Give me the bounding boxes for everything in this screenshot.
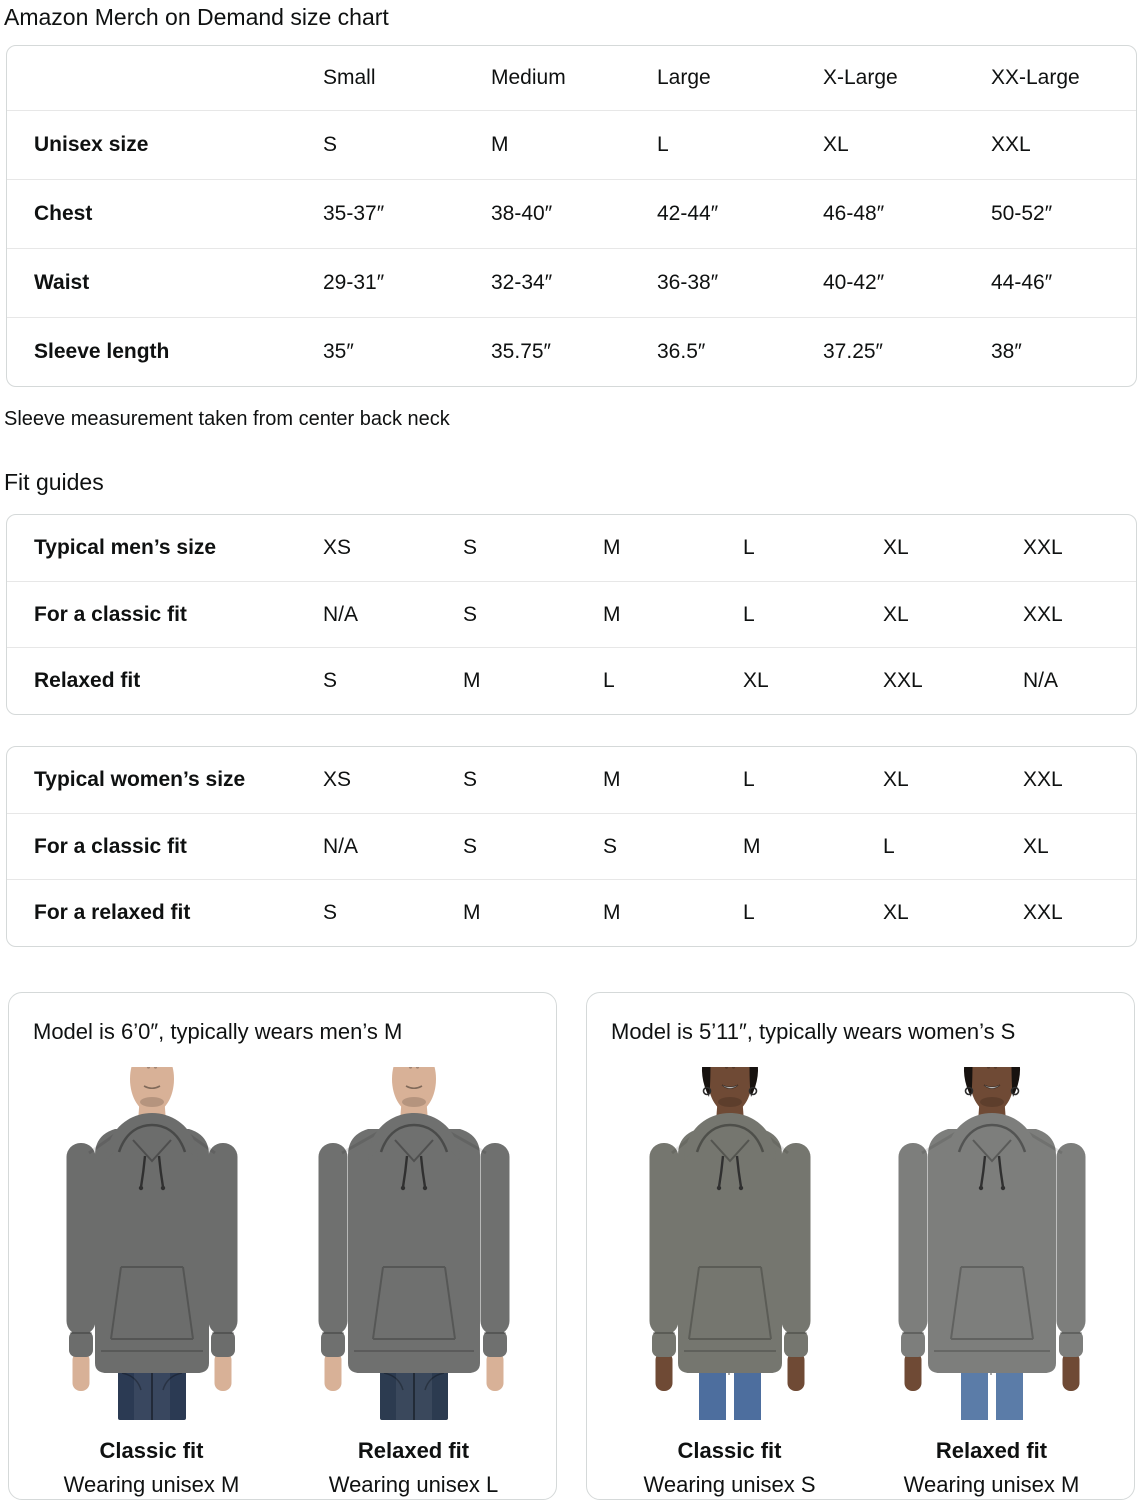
row-label: For a classic fit (34, 602, 187, 626)
fit-label: Relaxed fit (357, 1438, 470, 1464)
figure-womens-classic (624, 1055, 836, 1498)
table-row-unisex-size (7, 110, 1136, 179)
table-row-chest (7, 179, 1136, 248)
cell: XL (883, 901, 909, 925)
size-chart-header-row (7, 46, 1136, 110)
wearing-label: Wearing unisex L (328, 1472, 499, 1498)
cell: N/A (323, 834, 359, 858)
cell: XXL (991, 133, 1031, 156)
table-row-womens-classic-fit (7, 813, 1136, 880)
cell: N/A (1023, 669, 1059, 693)
cell: 37.25″ (823, 340, 883, 363)
column-header-small: Small (323, 66, 376, 89)
row-label: Chest (34, 202, 93, 225)
figures-row (9, 1055, 556, 1498)
cell: S (463, 535, 478, 559)
cell: L (883, 834, 895, 858)
table-row-sleeve-length (7, 317, 1136, 386)
row-label: Sleeve length (34, 340, 170, 363)
cell: S (323, 669, 338, 693)
cell: M (743, 834, 761, 858)
cell: L (743, 767, 755, 791)
mens-model-card (8, 992, 557, 1500)
cell: 36-38″ (657, 271, 719, 294)
column-header-large: Large (657, 66, 711, 89)
womens-fit-guide-table (6, 746, 1137, 947)
column-header-xxlarge: XX-Large (991, 66, 1080, 89)
wearing-label: Wearing unisex S (643, 1472, 816, 1498)
figures-row (587, 1055, 1134, 1498)
cell: 35″ (323, 340, 354, 363)
row-label: Relaxed fit (34, 669, 141, 693)
cell: S (323, 901, 338, 925)
wearing-label: Wearing unisex M (903, 1472, 1080, 1498)
cell: S (463, 834, 478, 858)
cell: 36.5″ (657, 340, 706, 363)
cell: 38″ (991, 340, 1022, 363)
cell: 44-46″ (991, 271, 1053, 294)
table-row-womens-relaxed-fit (7, 879, 1136, 946)
cell: XS (323, 767, 352, 791)
row-label: Typical women’s size (34, 767, 246, 791)
cell: XL (883, 602, 909, 626)
wearing-label: Wearing unisex M (63, 1472, 240, 1498)
cell: XL (883, 767, 909, 791)
model-photo-mens-classic (46, 1055, 258, 1420)
model-photo-womens-classic (624, 1055, 836, 1420)
card-title: Model is 5’11″, typically wears women’s S (611, 1019, 1016, 1045)
cell: XL (883, 535, 909, 559)
mens-fit-guide-table (6, 514, 1137, 715)
cell: XXL (1023, 535, 1063, 559)
column-header-medium: Medium (491, 66, 566, 89)
cell: L (657, 133, 669, 156)
cell: 50-52″ (991, 202, 1053, 225)
fit-label: Classic fit (99, 1438, 204, 1464)
cell: XL (1023, 834, 1049, 858)
cell: N/A (323, 602, 359, 626)
fit-label: Relaxed fit (935, 1438, 1048, 1464)
cell: 29-31″ (323, 271, 385, 294)
cell: M (463, 669, 481, 693)
cell: XL (743, 669, 769, 693)
cell: L (743, 535, 755, 559)
cell: 46-48″ (823, 202, 885, 225)
figure-mens-classic (46, 1055, 258, 1498)
cell: M (463, 901, 481, 925)
table-row-waist (7, 248, 1136, 317)
table-row-typical-mens-size (7, 515, 1136, 581)
fit-guides-heading: Fit guides (4, 469, 104, 495)
table-row-mens-relaxed-fit (7, 647, 1136, 714)
cell: L (743, 602, 755, 626)
size-chart-table (6, 45, 1137, 387)
figure-womens-relaxed (886, 1055, 1098, 1498)
figure-mens-relaxed (308, 1055, 520, 1498)
cell: S (463, 602, 478, 626)
cell: M (603, 602, 621, 626)
table-row-mens-classic-fit (7, 581, 1136, 648)
cell: M (603, 901, 621, 925)
row-label: Typical men’s size (34, 535, 217, 559)
cell: XXL (883, 669, 923, 693)
sleeve-measurement-note: Sleeve measurement taken from center back neck (4, 408, 450, 430)
cell: L (743, 901, 755, 925)
fit-label: Classic fit (677, 1438, 782, 1464)
row-label: For a classic fit (34, 834, 187, 858)
row-label: For a relaxed fit (34, 901, 191, 925)
cell: L (603, 669, 615, 693)
row-label: Waist (34, 271, 90, 294)
table-row-typical-womens-size (7, 747, 1136, 813)
cell: M (603, 767, 621, 791)
page-title: Amazon Merch on Demand size chart (4, 4, 389, 30)
cell: XL (823, 133, 849, 156)
cell: XXL (1023, 767, 1063, 791)
cell: XXL (1023, 901, 1063, 925)
womens-model-card (586, 992, 1135, 1500)
model-photo-womens-relaxed (886, 1055, 1098, 1420)
model-cards-row (8, 992, 1135, 1500)
cell: 40-42″ (823, 271, 885, 294)
cell: 38-40″ (491, 202, 553, 225)
card-title: Model is 6’0″, typically wears men’s M (33, 1019, 403, 1045)
cell: XXL (1023, 602, 1063, 626)
cell: M (491, 133, 509, 156)
cell: 35-37″ (323, 202, 385, 225)
cell: S (323, 133, 338, 156)
cell: 32-34″ (491, 271, 553, 294)
cell: 42-44″ (657, 202, 719, 225)
cell: XS (323, 535, 352, 559)
cell: S (603, 834, 618, 858)
cell: S (463, 767, 478, 791)
row-label: Unisex size (34, 133, 149, 156)
model-photo-mens-relaxed (308, 1055, 520, 1420)
column-header-xlarge: X-Large (823, 66, 898, 89)
cell: 35.75″ (491, 340, 551, 363)
cell: M (603, 535, 621, 559)
